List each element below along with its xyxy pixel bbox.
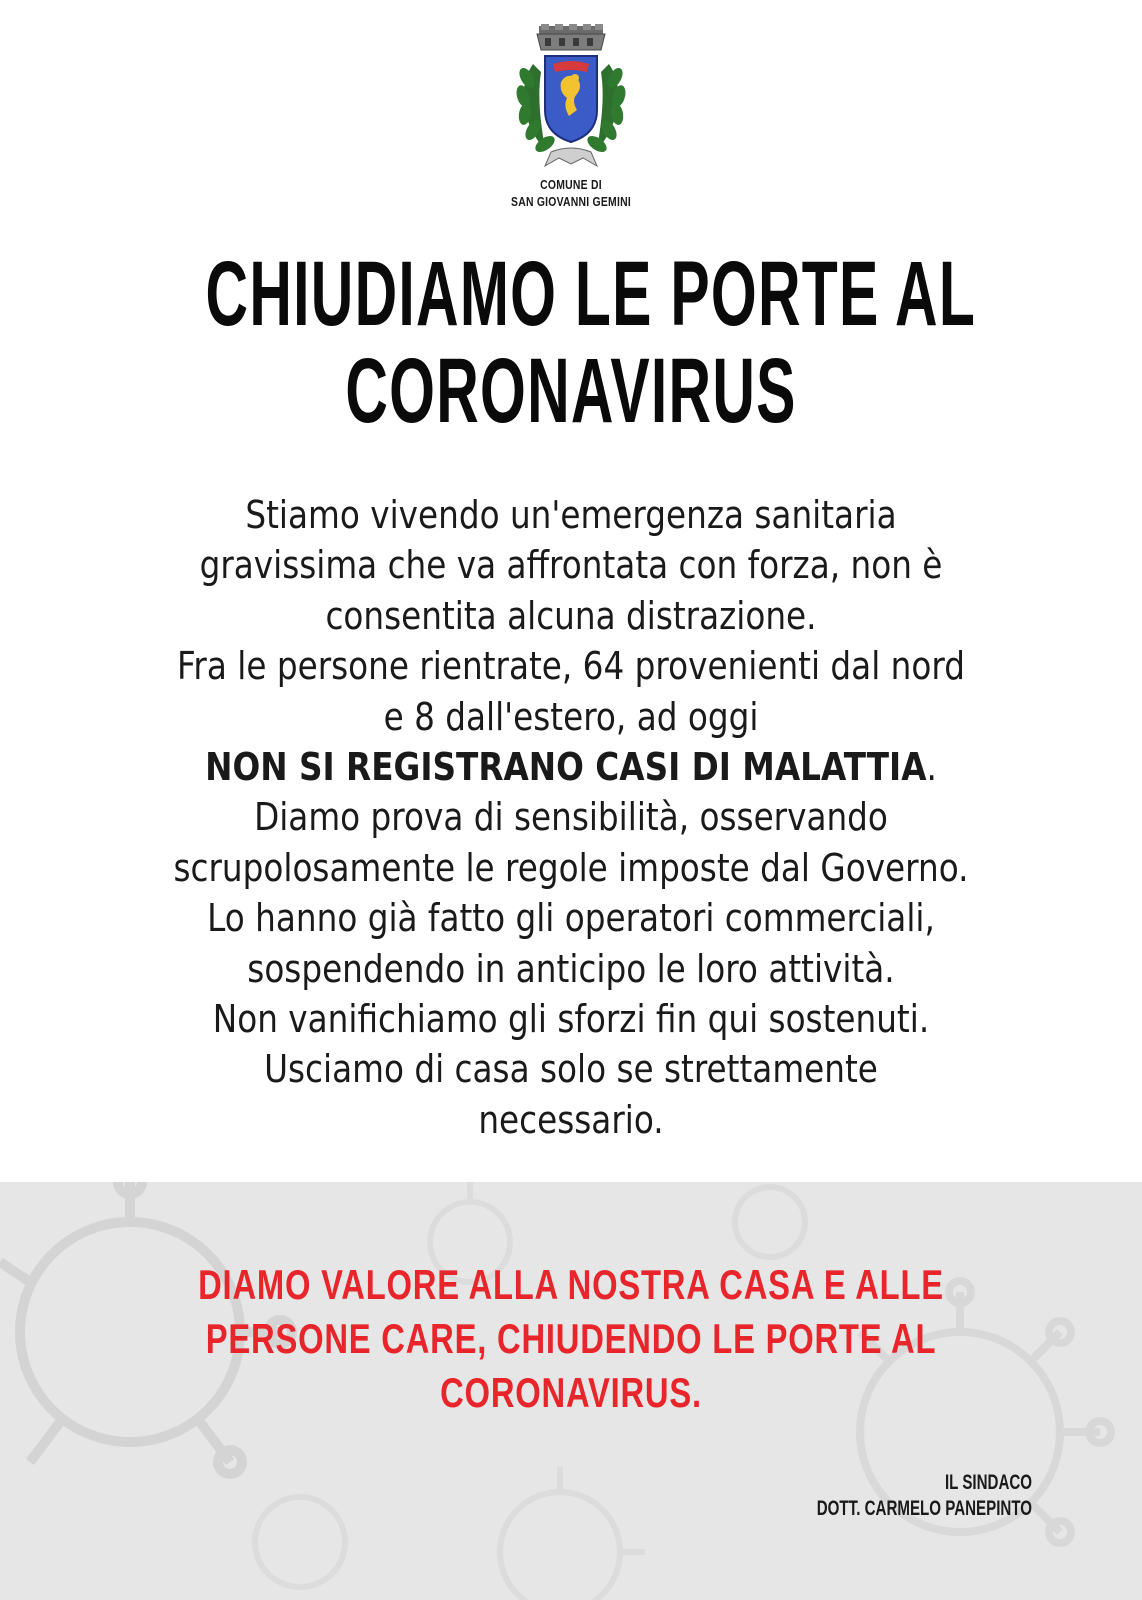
title-line-1: CHIUDIAMO LE PORTE AL	[205, 243, 977, 345]
body-line: Stiamo vivendo un'emergenza sanitaria	[245, 493, 897, 537]
emphasis-text: NON SI REGISTRANO CASI DI MALATTIA	[205, 745, 927, 790]
body-line: gravissima che va affrontata con forza, non è	[199, 543, 943, 588]
emphasis-period: .	[926, 745, 937, 790]
appeal-line: CORONAVIRUS.	[440, 1369, 702, 1416]
ribbon-icon	[545, 148, 597, 166]
body-line: e 8 dall'estero, ad oggi	[383, 694, 759, 739]
message-body	[80, 490, 1062, 1145]
appeal-line: DIAMO VALORE ALLA NOSTRA CASA E ALLE	[198, 1261, 944, 1308]
title-line-2: CORONAVIRUS	[345, 340, 797, 442]
shield-icon	[545, 56, 597, 142]
municipality-name	[114, 176, 1028, 210]
body-line: sospendendo in anticipo le loro attività.	[247, 946, 895, 991]
municipality-line-2: SAN GIOVANNI GEMINI	[511, 194, 631, 209]
body-line: consentita alcuna distrazione.	[325, 593, 817, 638]
signature-block	[817, 1470, 1032, 1522]
emphasis-line	[80, 742, 1062, 792]
body-line: necessario.	[478, 1097, 664, 1142]
body-line: Non vanifichiamo gli sforzi fin qui sostenuti.	[212, 997, 930, 1042]
municipality-line-1: COMUNE DI	[540, 177, 602, 192]
body-line: Usciamo di casa solo se strettamente	[264, 1047, 878, 1092]
body-line: Fra le persone rientrate, 64 provenienti dal nord	[177, 644, 965, 689]
body-line: Lo hanno già fatto gli operatori commerciali,	[207, 896, 935, 941]
signature-name: DOTT. CARMELO PANEPINTO	[816, 1497, 1032, 1520]
appeal-line: PERSONE CARE, CHIUDENDO LE PORTE AL	[205, 1315, 937, 1362]
appeal-message	[126, 1258, 1017, 1420]
body-line: Diamo prova di sensibilità, osservando	[254, 795, 888, 840]
crown-icon	[537, 24, 605, 50]
signature-role: IL SINDACO	[944, 1471, 1032, 1494]
municipal-coat-of-arms	[511, 24, 631, 174]
body-line: scrupolosamente le regole imposte dal Governo.	[173, 845, 969, 890]
page-title	[205, 243, 977, 442]
